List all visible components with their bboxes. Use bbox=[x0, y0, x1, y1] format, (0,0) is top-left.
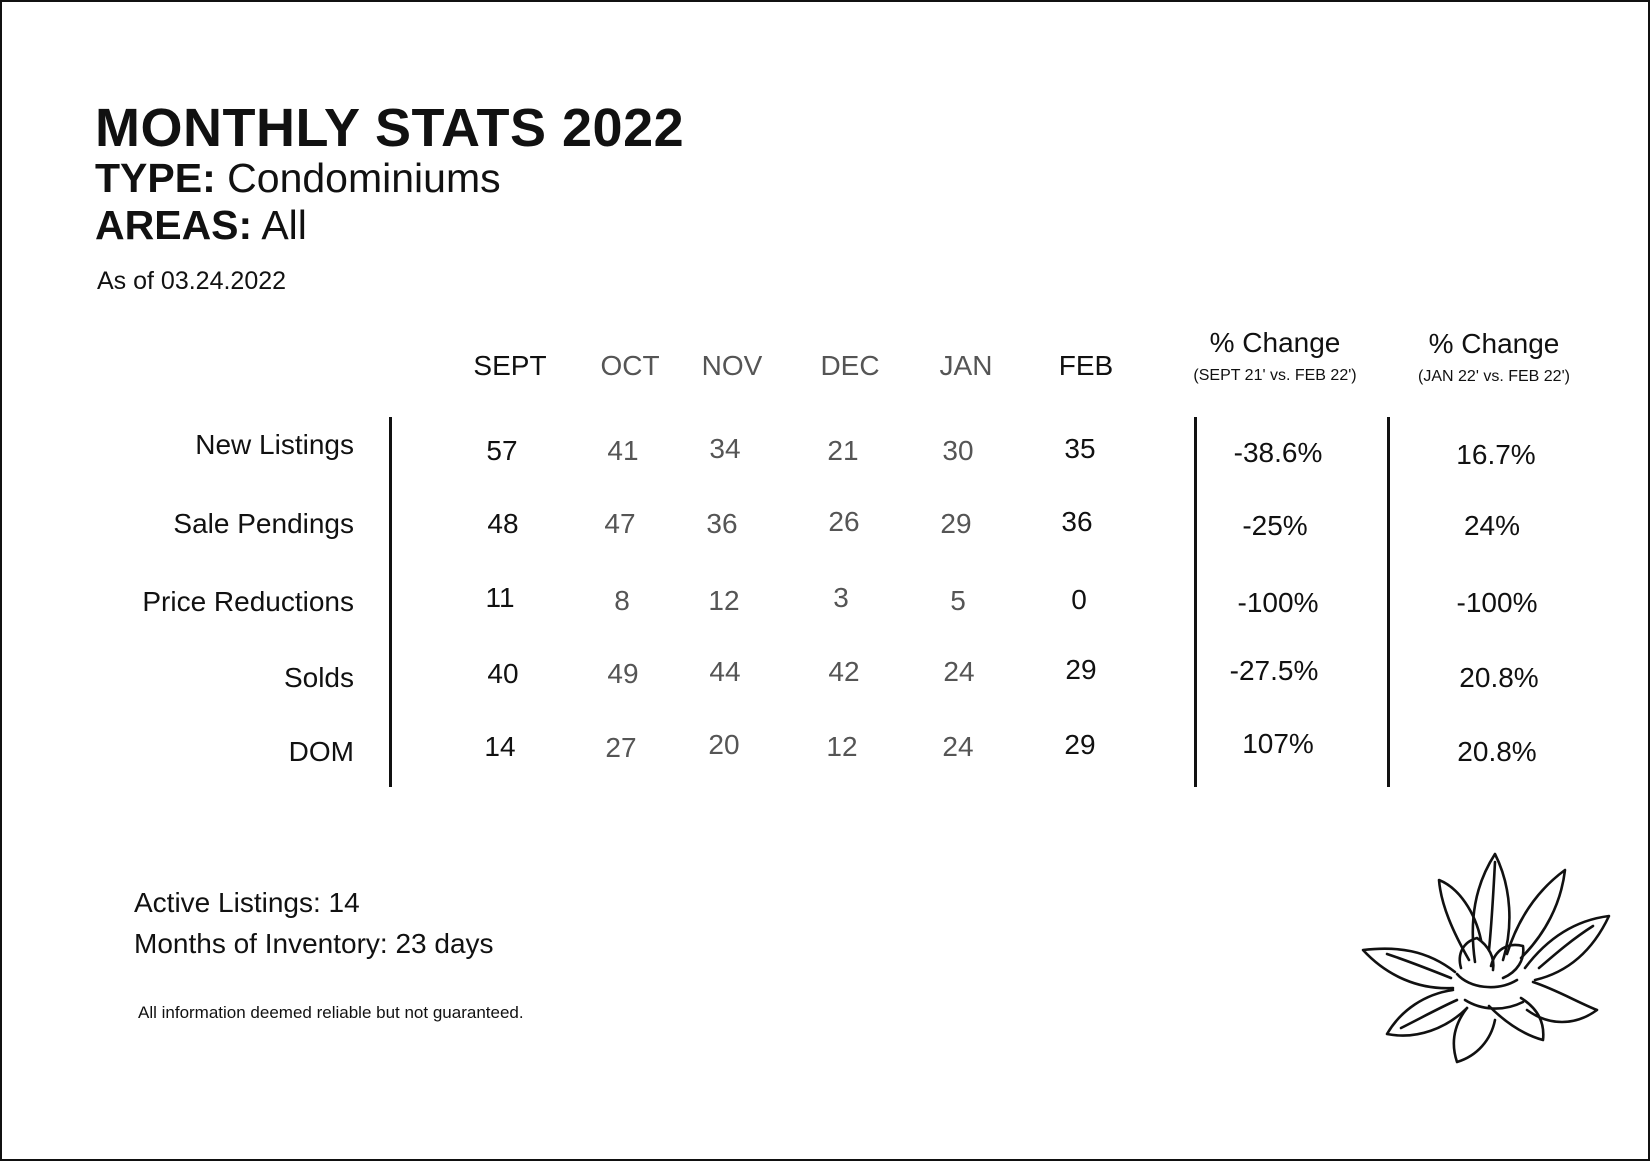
pct-change-cell: -100% bbox=[1237, 587, 1319, 618]
as-of-date: As of 03.24.2022 bbox=[97, 267, 287, 295]
table-cell: 29 bbox=[940, 508, 972, 539]
page-title: MONTHLY STATS 2022 bbox=[95, 98, 685, 158]
divider-labels bbox=[389, 417, 392, 787]
table-cell: 24 bbox=[943, 656, 975, 687]
month-header-sept: SEPT bbox=[473, 350, 547, 381]
table-cell: 30 bbox=[942, 435, 974, 466]
table-cell: 21 bbox=[827, 435, 859, 466]
pct-change-cell: -100% bbox=[1456, 587, 1538, 618]
areas-line bbox=[95, 202, 307, 249]
table-cell: 57 bbox=[486, 435, 518, 466]
table-cell: 29 bbox=[1065, 654, 1097, 685]
table-cell: 8 bbox=[614, 585, 630, 616]
pct-change-sub-2: (JAN 22' vs. FEB 22') bbox=[1418, 368, 1570, 385]
table-cell: 14 bbox=[484, 731, 516, 762]
table-cell: 12 bbox=[826, 731, 858, 762]
table-cell: 3 bbox=[833, 582, 849, 613]
row-label-solds: Solds bbox=[283, 662, 354, 693]
pct-change-cell: 107% bbox=[1242, 728, 1314, 759]
row-label-sale-pendings: Sale Pendings bbox=[173, 508, 354, 539]
table-cell: 27 bbox=[605, 732, 637, 763]
areas-label: AREAS: bbox=[95, 202, 253, 248]
pct-change-cell: -25% bbox=[1242, 510, 1308, 541]
month-header-jan: JAN bbox=[939, 350, 993, 381]
table-cell: 24 bbox=[942, 731, 974, 762]
table-cell: 20 bbox=[708, 729, 740, 760]
pct-change-cell: 16.7% bbox=[1456, 439, 1536, 470]
table-cell: 47 bbox=[604, 508, 636, 539]
table-cell: 36 bbox=[706, 508, 738, 539]
type-label: TYPE: bbox=[95, 155, 216, 201]
table-cell: 5 bbox=[950, 585, 966, 616]
pct-change-header-2: % Change bbox=[1428, 328, 1560, 359]
row-label-dom: DOM bbox=[288, 736, 354, 767]
month-header-nov: NOV bbox=[701, 350, 763, 381]
table-cell: 34 bbox=[709, 433, 741, 464]
divider-pct2 bbox=[1387, 417, 1390, 787]
table-cell: 36 bbox=[1061, 506, 1093, 537]
lotus-flower-icon bbox=[1357, 850, 1612, 1065]
pct-change-header-1: % Change bbox=[1209, 327, 1341, 358]
months-of-inventory: Months of Inventory: 23 days bbox=[134, 928, 494, 959]
row-label-price-reductions: Price Reductions bbox=[142, 586, 354, 617]
pct-change-cell: 24% bbox=[1463, 510, 1521, 541]
type-value: Condominiums bbox=[227, 155, 501, 201]
pct-change-cell: 20.8% bbox=[1457, 736, 1537, 767]
table-cell: 29 bbox=[1064, 729, 1096, 760]
table-cell: 35 bbox=[1064, 433, 1096, 464]
areas-value: All bbox=[261, 202, 307, 248]
month-header-dec: DEC bbox=[820, 350, 880, 381]
table-cell: 0 bbox=[1071, 584, 1087, 615]
row-label-new-listings: New Listings bbox=[195, 429, 354, 460]
table-cell: 41 bbox=[607, 435, 639, 466]
table-cell: 40 bbox=[487, 658, 519, 689]
month-header-feb: FEB bbox=[1058, 350, 1114, 381]
table-cell: 44 bbox=[709, 656, 741, 687]
pct-change-cell: 20.8% bbox=[1459, 662, 1539, 693]
disclaimer: All information deemed reliable but not guaranteed. bbox=[138, 1003, 524, 1022]
table-cell: 26 bbox=[828, 506, 860, 537]
table-cell: 11 bbox=[485, 582, 515, 613]
table-cell: 49 bbox=[607, 658, 639, 689]
pct-change-cell: -38.6% bbox=[1233, 437, 1323, 468]
table-cell: 42 bbox=[828, 656, 860, 687]
type-line bbox=[95, 155, 501, 202]
pct-change-sub-1: (SEPT 21' vs. FEB 22') bbox=[1193, 367, 1357, 384]
table-cell: 48 bbox=[487, 508, 519, 539]
month-header-oct: OCT bbox=[600, 350, 660, 381]
pct-change-cell: -27.5% bbox=[1229, 655, 1319, 686]
table-cell: 12 bbox=[708, 585, 740, 616]
active-listings: Active Listings: 14 bbox=[134, 887, 360, 918]
